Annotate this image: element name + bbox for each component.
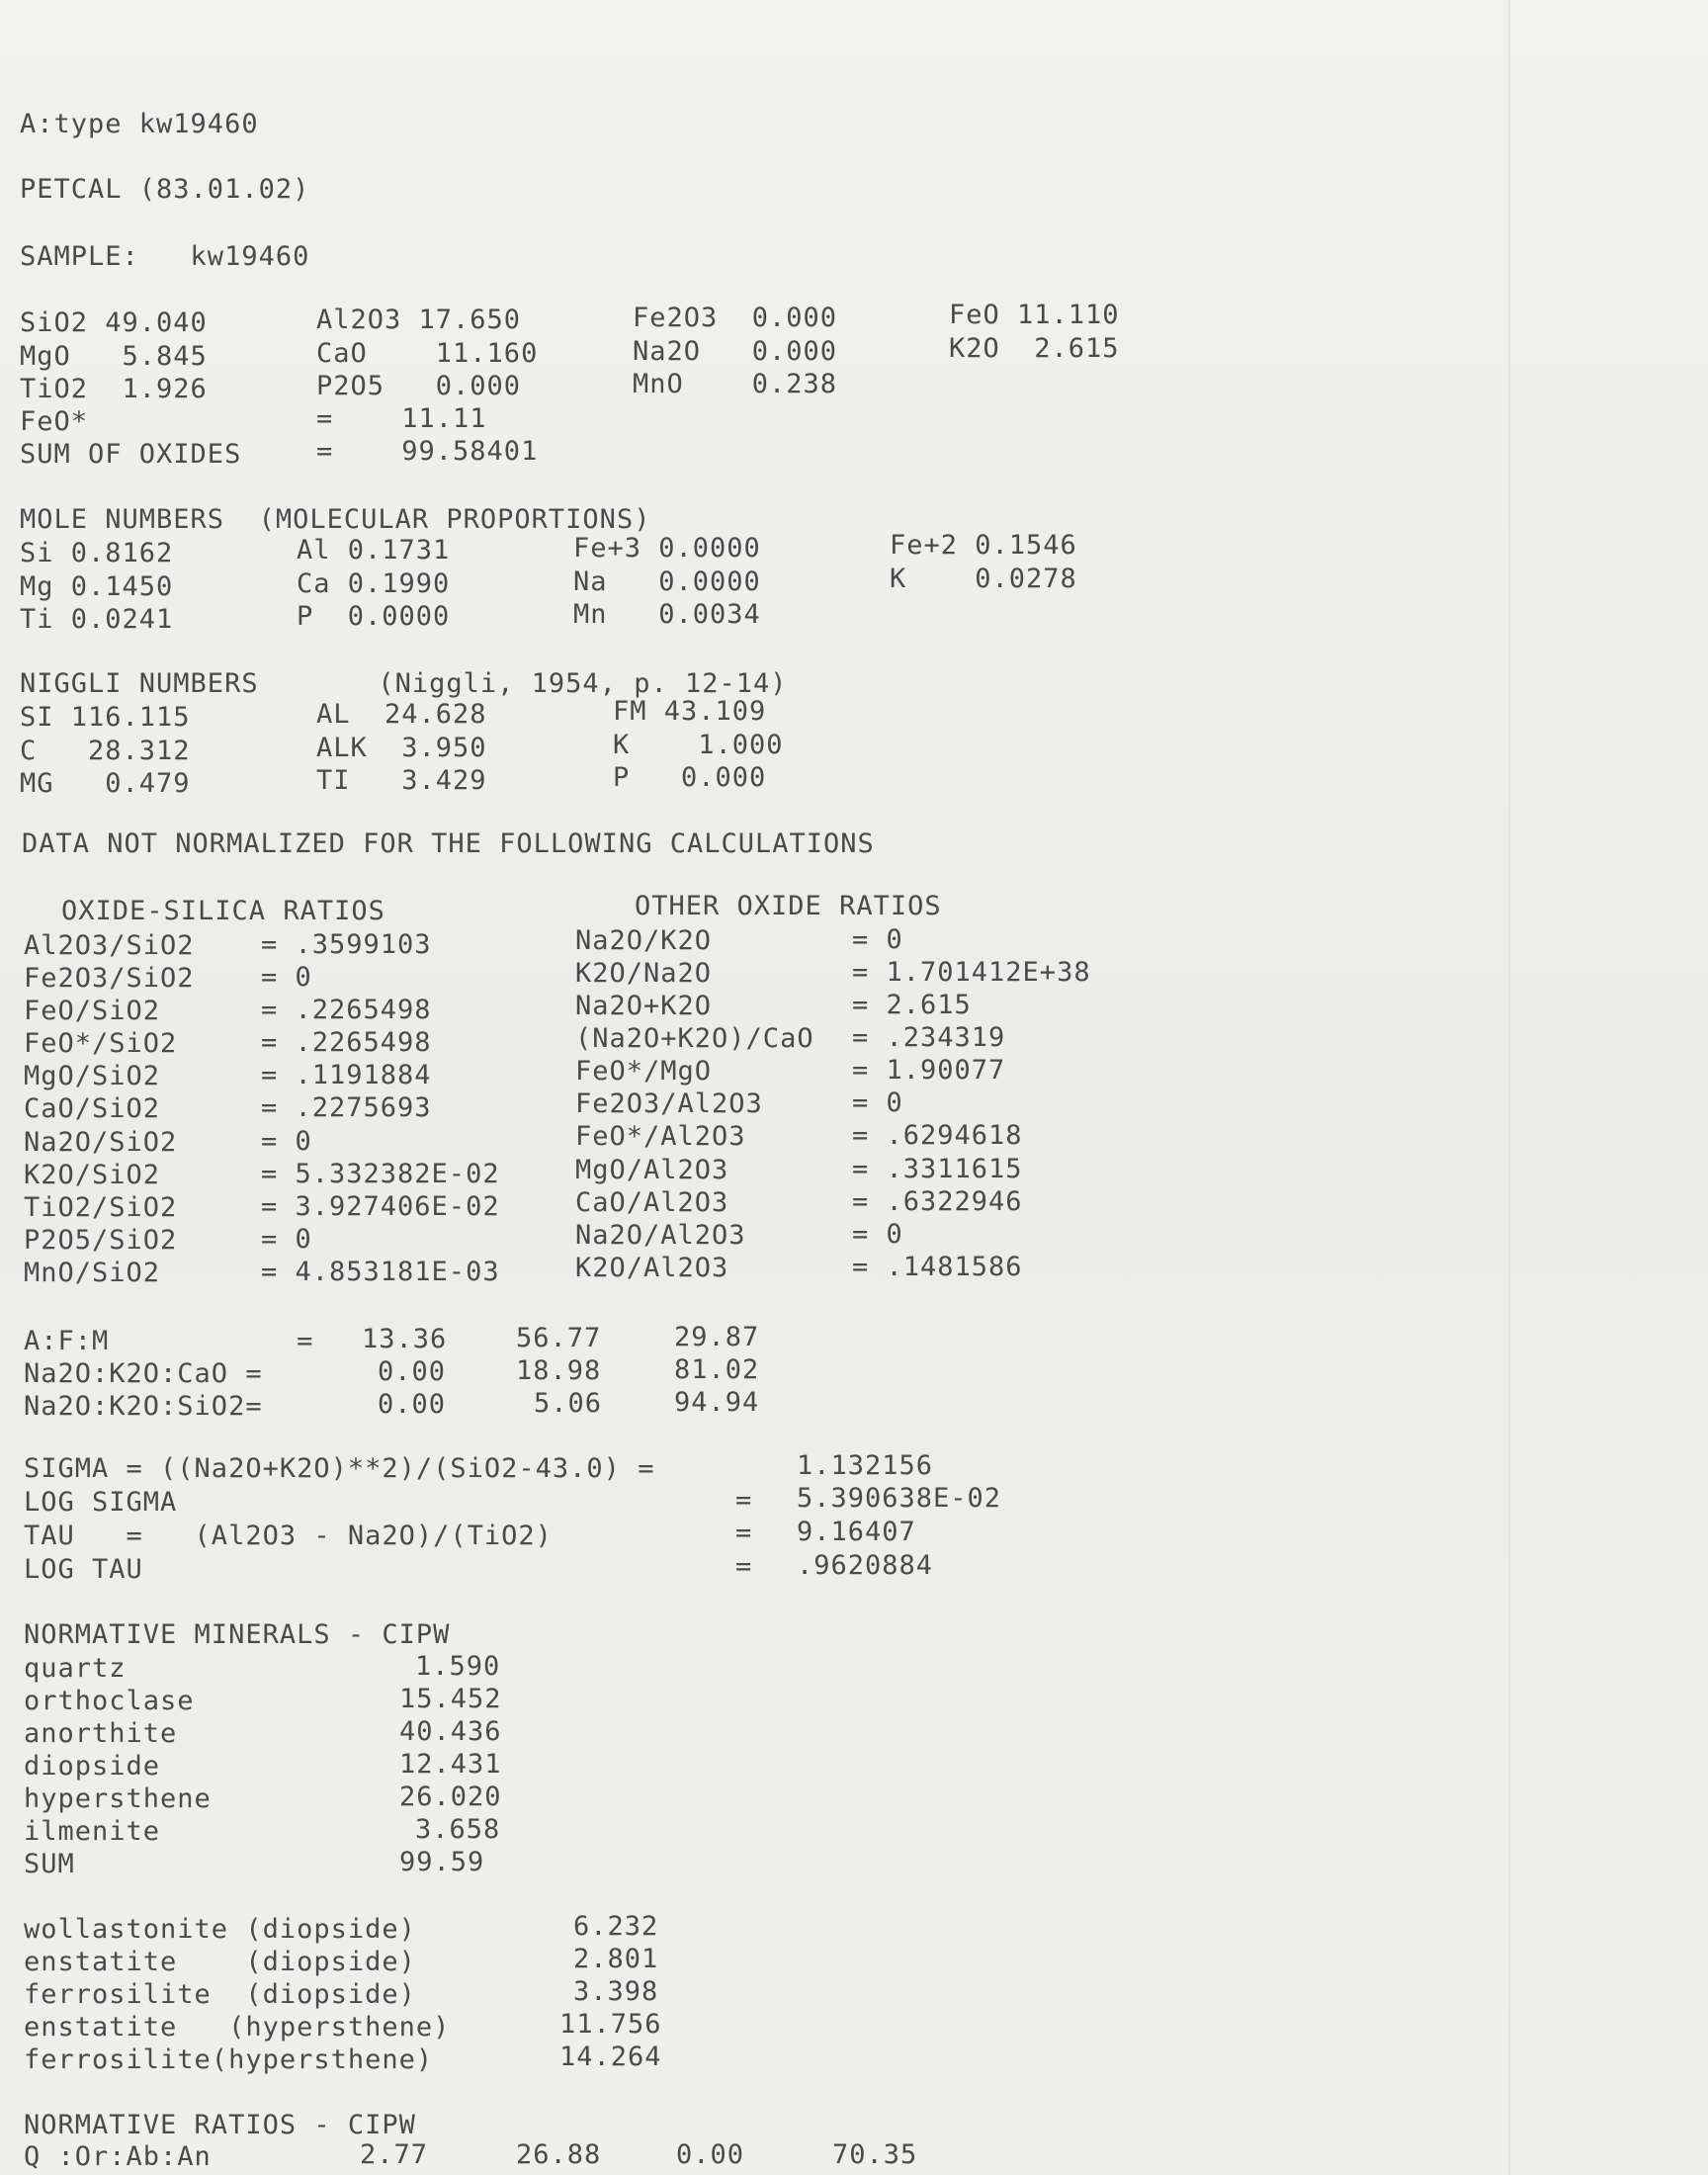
- ternary-value: 81.02: [674, 1354, 760, 1385]
- ratio-value: = 4.853181E-03: [261, 1257, 500, 1287]
- mole-cell: Mn 0.0034: [573, 599, 761, 630]
- niggli-cell: K 1.000: [613, 730, 784, 760]
- oxide-cell: P2O5 0.000: [316, 371, 522, 401]
- ratio-label: MgO/Al2O3: [575, 1155, 729, 1185]
- niggli-cell: SI 116.115: [20, 702, 191, 733]
- section-title: NIGGLI NUMBERS (Niggli, 1954, p. 12-14): [20, 668, 788, 699]
- pyroxene-value: 6.232: [573, 1911, 659, 1942]
- niggli-cell: TI 3.429: [316, 765, 487, 796]
- niggli-cell: MG 0.479: [20, 768, 191, 799]
- ratio-value: = .2265498: [261, 995, 432, 1025]
- ratio-value: = .1191884: [261, 1060, 432, 1090]
- oxide-cell: K2O 2.615: [949, 333, 1120, 364]
- oxide-silica-title: OXIDE-SILICA RATIOS: [61, 896, 385, 926]
- oxide-cell: SiO2 49.040: [20, 307, 208, 338]
- ratio-value: = .234319: [852, 1022, 1006, 1053]
- mineral-value: 26.020: [399, 1782, 502, 1812]
- ratio-value: = .6294618: [852, 1120, 1023, 1151]
- ratio-value: = 3.927406E-02: [261, 1191, 500, 1222]
- mole-cell: Ti 0.0241: [20, 604, 174, 635]
- log-sigma-label: LOG SIGMA: [24, 1487, 178, 1518]
- ternary-value: 94.94: [674, 1387, 760, 1418]
- sum-oxides-label: SUM OF OXIDES: [20, 439, 242, 470]
- normative-ratio-label: Q :Or:Ab:An: [24, 2141, 212, 2172]
- ratio-label: FeO*/SiO2: [24, 1028, 178, 1059]
- mineral-name: anorthite: [24, 1718, 178, 1749]
- mole-cell: Ca 0.1990: [297, 568, 451, 599]
- feo-star-value: = 11.11: [316, 403, 487, 434]
- ratio-value: = .3311615: [852, 1154, 1023, 1184]
- ratio-value: = 2.615: [852, 990, 972, 1020]
- section-title: NORMATIVE MINERALS - CIPW: [24, 1619, 451, 1650]
- ratio-value: = 1.90077: [852, 1055, 1006, 1086]
- ratio-value: = 0: [852, 1088, 903, 1118]
- mineral-value: 12.431: [399, 1749, 502, 1780]
- mineral-name: quartz: [24, 1653, 127, 1684]
- ratio-value: = 0: [852, 1219, 903, 1250]
- ternary-label: Na2O:K2O:CaO =: [24, 1358, 263, 1389]
- ratio-label: (Na2O+K2O)/CaO: [575, 1023, 814, 1054]
- ratio-value: = 0: [261, 1224, 312, 1255]
- mole-cell: Al 0.1731: [297, 535, 451, 566]
- ratio-value: = .3599103: [261, 929, 432, 960]
- mineral-name: hypersthene: [24, 1784, 212, 1814]
- oxide-cell: Fe2O3 0.000: [633, 303, 838, 333]
- pyroxene-value: 14.264: [559, 2042, 662, 2072]
- program-title: PETCAL (83.01.02): [20, 174, 310, 205]
- niggli-cell: C 28.312: [20, 736, 191, 766]
- ratio-value: = 5.332382E-02: [261, 1159, 500, 1189]
- ternary-value: 5.06: [534, 1388, 603, 1419]
- pyroxene-name: enstatite (hypersthene): [24, 2012, 451, 2043]
- ratio-label: MgO/SiO2: [24, 1061, 161, 1091]
- mole-cell: Fe+3 0.0000: [573, 533, 761, 564]
- ratio-value: = 1.701412E+38: [852, 957, 1091, 988]
- ratio-value: = .2275693: [261, 1092, 432, 1123]
- ternary-label: Na2O:K2O:SiO2=: [24, 1391, 263, 1422]
- ratio-label: Al2O3/SiO2: [24, 930, 195, 961]
- ratio-label: P2O5/SiO2: [24, 1225, 178, 1256]
- normative-ratio-value: 2.77: [360, 2139, 429, 2170]
- tau-value: 9.16407: [797, 1517, 916, 1547]
- ratio-value: = .2265498: [261, 1027, 432, 1058]
- ratio-label: CaO/SiO2: [24, 1093, 161, 1124]
- sigma-value: 1.132156: [797, 1450, 934, 1481]
- ternary-value: 13.36: [362, 1324, 448, 1354]
- ratio-label: Fe2O3/SiO2: [24, 963, 195, 994]
- oxide-cell: FeO 11.110: [949, 300, 1120, 330]
- not-normalized-note: DATA NOT NORMALIZED FOR THE FOLLOWING CALCULATIONS: [22, 828, 875, 859]
- equals-sign: =: [735, 1551, 753, 1582]
- pyroxene-name: enstatite (diopside): [24, 1947, 416, 1977]
- ratio-value: = .1481586: [852, 1252, 1023, 1282]
- oxide-cell: Al2O3 17.650: [316, 304, 522, 335]
- ratio-label: TiO2/SiO2: [24, 1192, 178, 1223]
- mole-cell: P 0.0000: [297, 601, 451, 632]
- ratio-value: = 0: [261, 1126, 312, 1157]
- oxide-cell: MnO 0.238: [633, 369, 838, 399]
- tau-formula: TAU = (Al2O3 - Na2O)/(TiO2): [24, 1521, 553, 1551]
- ratio-label: K2O/Na2O: [575, 958, 713, 989]
- ratio-label: K2O/SiO2: [24, 1160, 161, 1190]
- log-tau-value: .9620884: [797, 1550, 934, 1581]
- equals-sign: =: [735, 1485, 753, 1516]
- feo-star-label: FeO*: [20, 406, 89, 437]
- ternary-value: 0.00: [378, 1389, 447, 1420]
- pyroxene-name: ferrosilite (diopside): [24, 1979, 416, 2010]
- niggli-cell: ALK 3.950: [316, 733, 487, 763]
- oxide-cell: TiO2 1.926: [20, 374, 208, 404]
- mineral-name: orthoclase: [24, 1686, 195, 1716]
- ratio-label: FeO/SiO2: [24, 996, 161, 1026]
- ternary-label: A:F:M =: [24, 1326, 314, 1356]
- mole-cell: Si 0.8162: [20, 538, 174, 568]
- niggli-cell: FM 43.109: [613, 696, 767, 727]
- oxide-cell: MgO 5.845: [20, 341, 208, 372]
- ratio-value: = .6322946: [852, 1186, 1023, 1217]
- ratio-label: CaO/Al2O3: [575, 1187, 729, 1218]
- ratio-label: Fe2O3/Al2O3: [575, 1088, 763, 1119]
- niggli-cell: P 0.000: [613, 762, 767, 793]
- pyroxene-value: 11.756: [559, 2009, 662, 2040]
- ratio-label: Na2O/SiO2: [24, 1127, 178, 1158]
- oxide-cell: Na2O 0.000: [633, 336, 838, 367]
- equals-sign: =: [735, 1518, 753, 1548]
- ternary-value: 56.77: [516, 1323, 602, 1353]
- normative-ratio-value: 0.00: [676, 2139, 745, 2170]
- mineral-sum-label: SUM: [24, 1849, 75, 1879]
- ratio-label: K2O/Al2O3: [575, 1253, 729, 1283]
- other-oxide-title: OTHER OXIDE RATIOS: [635, 891, 942, 921]
- ratio-label: FeO*/Al2O3: [575, 1121, 746, 1152]
- sample-label: SAMPLE: kw19460: [20, 241, 310, 272]
- mole-cell: K 0.0278: [890, 564, 1077, 594]
- pyroxene-value: 3.398: [573, 1976, 659, 2007]
- command-line: A:type kw19460: [20, 109, 259, 139]
- sigma-formula: SIGMA = ((Na2O+K2O)**2)/(SiO2-43.0) =: [24, 1453, 655, 1484]
- pyroxene-name: ferrosilite(hypersthene): [24, 2044, 434, 2075]
- mineral-sum-value: 99.59: [399, 1847, 485, 1877]
- sum-oxides-value: = 99.58401: [316, 436, 539, 467]
- ternary-value: 29.87: [674, 1322, 760, 1352]
- mineral-value: 3.658: [415, 1814, 501, 1845]
- section-title: NORMATIVE RATIOS - CIPW: [24, 2110, 416, 2140]
- ratio-value: = 0: [852, 924, 903, 955]
- ratio-label: Na2O/Al2O3: [575, 1220, 746, 1251]
- ratio-value: = 0: [261, 962, 312, 993]
- ratio-label: Na2O/K2O: [575, 925, 713, 956]
- log-sigma-value: 5.390638E-02: [797, 1483, 1002, 1514]
- mineral-value: 1.590: [415, 1651, 501, 1682]
- mineral-value: 40.436: [399, 1716, 502, 1747]
- normative-ratio-value: 26.88: [516, 2139, 602, 2170]
- oxide-cell: CaO 11.160: [316, 338, 539, 369]
- normative-ratio-value: 70.35: [832, 2139, 918, 2170]
- mole-cell: Fe+2 0.1546: [890, 530, 1077, 561]
- niggli-cell: AL 24.628: [316, 699, 487, 730]
- mole-cell: Mg 0.1450: [20, 571, 174, 602]
- pyroxene-name: wollastonite (diopside): [24, 1914, 416, 1945]
- mineral-name: diopside: [24, 1751, 161, 1782]
- log-tau-label: LOG TAU: [24, 1554, 143, 1585]
- ratio-label: MnO/SiO2: [24, 1258, 161, 1288]
- ratio-label: Na2O+K2O: [575, 991, 713, 1021]
- mole-cell: Na 0.0000: [573, 566, 761, 597]
- pyroxene-value: 2.801: [573, 1944, 659, 1974]
- mineral-name: ilmenite: [24, 1816, 161, 1847]
- mineral-value: 15.452: [399, 1684, 502, 1714]
- ratio-label: FeO*/MgO: [575, 1056, 713, 1087]
- ternary-value: 18.98: [516, 1355, 602, 1386]
- section-title: MOLE NUMBERS (MOLECULAR PROPORTIONS): [20, 504, 651, 535]
- ternary-value: 0.00: [378, 1356, 447, 1387]
